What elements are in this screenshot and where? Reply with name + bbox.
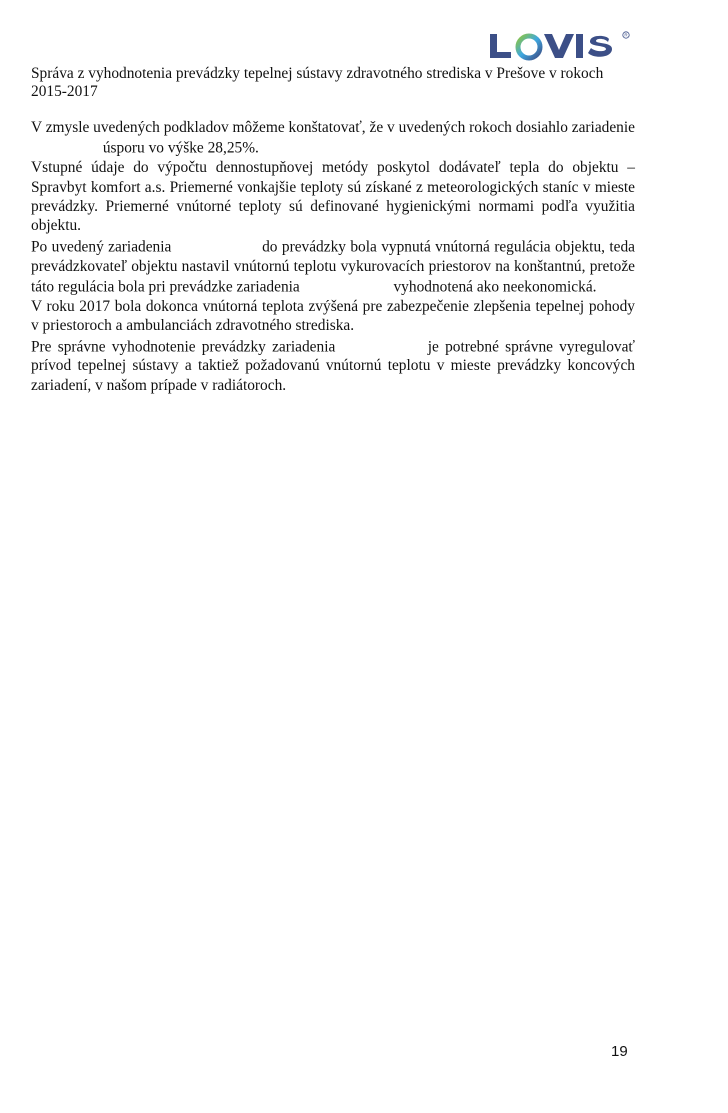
paragraph-savings-text-a: V zmysle uvedených podkladov môžeme konštatovať, že v uvedených rokoch dosiahlo zariadenie <box>31 119 635 136</box>
paragraph-input-data: Vstupné údaje do výpočtu dennostupňovej metódy poskytol dodávateľ tepla do objektu – Spravbyt komfort a.s. Priemerné vonkajšie teploty sú získané z meteorologických staníc v mieste prevádzky. Priemerné vnútorné teploty sú definované hygienickými normami podľa využitia objektu. <box>31 159 635 235</box>
page-number: 19 <box>611 1043 628 1060</box>
document-title: Správa z vyhodnotenia prevádzky tepelnej sústavy zdravotného strediska v Prešove v rokoch 2015-2017 <box>31 65 604 100</box>
redacted-device-name <box>304 276 390 291</box>
redacted-device-name <box>342 336 422 351</box>
paragraph-regulation-text-a: Po uvedený zariadenia <box>31 238 172 256</box>
paragraph-savings <box>31 118 635 158</box>
paragraph-regulation <box>31 236 635 297</box>
lovis-logo <box>488 30 634 64</box>
paragraph-regulation-text-c: vyhodnotená ako neekonomická. <box>393 278 597 296</box>
paragraph-evaluation-text-a: Pre správne vyhodnotenie prevádzky zariadenia <box>31 338 336 356</box>
paragraph-evaluation-text-b: je potrebné správne vyregulovať prívod tepelnej sústavy a taktiež požadovanú vnútornú teplotu v mieste prevádzky koncových zariadení, v našom prípade v radiátoroch. <box>31 338 635 394</box>
lovis-logo-graphic <box>488 30 634 64</box>
paragraph-temperature: V roku 2017 bola dokonca vnútorná teplota zvýšená pre zabezpečenie zlepšenia tepelnej pohody v priestoroch a ambulanciách zdravotného strediska. <box>31 297 635 335</box>
paragraph-regulation-text-b: do prevádzky bola vypnutá vnútorná regulácia objektu, teda prevádzkovateľ objektu nastavil vnútornú teplotu vykurovacích priestorov na konštantnú, pretože táto regulácia bola pri prevádzke zariadenia <box>31 238 635 296</box>
paragraph-evaluation <box>31 336 635 396</box>
redacted-device-name <box>31 137 99 152</box>
redacted-device-name <box>176 236 258 251</box>
paragraph-savings-text-b: úsporu vo výške 28,25%. <box>102 139 259 157</box>
svg-text:R: R <box>624 32 628 38</box>
document-body <box>31 118 635 395</box>
